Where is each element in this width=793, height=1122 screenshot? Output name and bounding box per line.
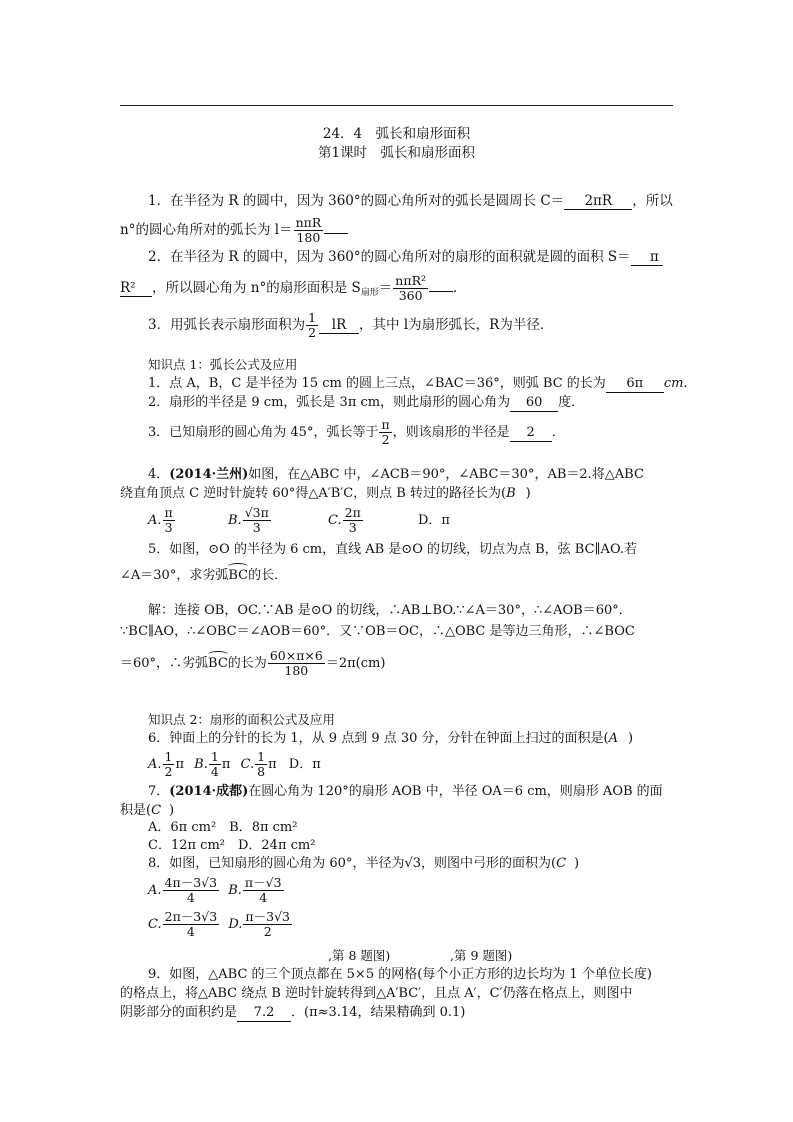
s2-e9-line1: 9．如图，△ABC 的三个顶点都在 5×5 的网格(每个小正方形的边长均为 1 个单位长度) (148, 967, 652, 982)
s2-e7-options2: C．12π cm² D．24π cm² (148, 838, 316, 853)
s1-e5-line2: ∠A＝30°，求劣弧BC的长． (120, 568, 288, 583)
s2-e6: 6．钟面上的分针的长为 1，从 9 点到 9 点 30 分，分针在钟面上扫过的面积是(A ) (148, 731, 634, 746)
figure-8-caption: ,第 8 题图) (328, 948, 391, 963)
answer-blank (324, 233, 348, 234)
header-rule (120, 105, 673, 106)
option-d: D．π (288, 757, 321, 772)
section2-heading: 知识点 2：扇形的面积公式及应用 (148, 712, 335, 727)
fraction: $\frac{\pi}{2}$ (381, 417, 390, 447)
solution-line3: ＝60°，∴劣弧BC的长为 $\frac{60\times\pi\times 6}{180}$ ＝2π(cm) (120, 648, 386, 678)
s2-e8: 8．如图，已知扇形的圆心角为 60°，半径为√3，则图中弓形的面积为(C ) (148, 856, 580, 871)
answer-blank: R² (120, 280, 152, 297)
fraction: $\frac{1}{2}$ (308, 310, 317, 340)
s1-e4-line2: 绕直角顶点 C 逆时针旋转 60°得△A′B′C，则点 B 转过的路径长为(B ) (120, 486, 531, 501)
intro-q2-line2: R² ，所以圆心角为 n°的扇形面积是 $S_{扇形}=$ $\frac{\text{nπR²}}{360}$ ． (120, 273, 467, 303)
s1-e4-options (148, 506, 450, 535)
s2-e9-line2: 的格点上，将△ABC 绕点 B 逆时针旋转得到△A′BC′，且点 A′，C′仍落在格点上，则图中 (120, 986, 633, 1001)
solution-line2: ∵BC∥AO，∴∠OBC＝∠AOB＝60°．又∵OB＝OC，∴△OBC 是等边三角形，∴∠BOC (120, 624, 635, 639)
s1-e4-line1: 4．(2014·兰州)如图，在△ABC 中，∠ACB＝90°，∠ABC＝30°，AB＝2.将△ABC (148, 467, 644, 482)
answer-blank: 6π (606, 376, 664, 393)
answer-blank: 2 (510, 425, 552, 442)
option-d: D. $\frac{\pi-3√3}{2}$ (228, 909, 290, 939)
option-a: A. $\frac{1}{2}$ π (148, 749, 185, 779)
fraction: $\frac{\text{nπR²}}{360}$ (395, 273, 426, 303)
page-subtitle: 第1课时 弧长和扇形面积 (317, 145, 476, 161)
answer-blank: 2πR (564, 193, 632, 210)
s2-e7-line2: 积是(C ) (120, 803, 175, 818)
s1-e1: 1．点 A，B，C 是半径为 15 cm 的圆上三点，∠BAC＝36°，则弧 BC 的长为 6π cm. (148, 376, 688, 391)
fraction: $\frac{60\times\pi\times 6}{180}$ (269, 648, 323, 678)
s1-e2: 2．扇形的半径是 9 cm，弧长是 3π cm，则此扇形的圆心角为 60 度． (148, 395, 585, 410)
answer-blank: 60 (510, 395, 558, 412)
s1-e5-line1: 5．如图，⊙O 的半径为 6 cm，直线 AB 是⊙O 的切线，切点为点 B，弦 BC∥AO.若 (148, 542, 637, 557)
answer-blank (429, 291, 453, 292)
option-c: C. $\frac{1}{8}$ π (240, 749, 277, 779)
solution-line1: 解：连接 OB，OC.∵AB 是⊙O 的切线，∴AB⊥BO.∵∠A＝30°，∴∠AOB＝60°． (148, 603, 632, 618)
figure-9-caption: ,第 9 题图) (450, 948, 513, 963)
s2-e9-line3: 阴影部分的面积约是 7.2 ．(π≈3.14，结果精确到 0.1) (120, 1005, 466, 1020)
option-c: C. $\frac{2\pi}{3}$ (328, 505, 361, 535)
option-b: B. $\frac{\pi-√3}{4}$ (228, 875, 282, 905)
answer-blank: π (631, 249, 663, 266)
option-d: D．π (418, 513, 450, 528)
page-title: 24．4 弧长和扇形面积 (322, 126, 471, 142)
fraction: $\frac{\text{nπR}}{180}$ (295, 215, 322, 245)
intro-q2-line1: 2．在半径为 R 的圆中，因为 360°的圆心角所对的扇形的面积就是圆的面积 S＝ π (148, 248, 663, 266)
s2-e7-line1: 7．(2014·成都)在圆心角为 120°的扇形 AOB 中，半径 OA＝6 cm，则扇形 AOB 的面 (148, 784, 663, 799)
option-b: B. $\frac{√3\pi}{3}$ (228, 505, 269, 535)
option-b: B. $\frac{1}{4}$ π (194, 749, 231, 779)
intro-q3: 3．用弧长表示扇形面积为 $\frac{1}{2}$ lR ，其中 l为扇形弧长，R为半径． (148, 310, 554, 340)
answer-blank: lR (319, 317, 359, 334)
section1-heading: 知识点 1：弧长公式及应用 (148, 357, 298, 372)
s2-e8-options1 (148, 876, 285, 905)
intro-q1-line2: n°的圆心角所对的弧长为 l＝ $\frac{\text{nπR}}{180}$ (120, 216, 348, 245)
option-a: A. $\frac{\pi}{3}$ (148, 505, 173, 535)
s2-e6-options (148, 750, 321, 779)
s2-e8-options2 (148, 910, 293, 939)
option-c: C. $\frac{2\pi-3√3}{4}$ (148, 909, 218, 939)
s1-e3: 3．已知扇形的圆心角为 45°，弧长等于 $\frac{\pi}{2}$ ，则该扇形的半径是 2 ． (148, 417, 565, 447)
option-a: A. $\frac{4\pi-3√3}{4}$ (148, 875, 218, 905)
intro-q1-line1: 1．在半径为 R 的圆中，因为 360°的圆心角所对的弧长是圆周长 C＝ 2πR ，所以 (148, 193, 673, 209)
answer-blank: 7.2 (237, 1005, 291, 1022)
s2-e7-options1: A．6π cm² B．8π cm² (148, 820, 298, 835)
